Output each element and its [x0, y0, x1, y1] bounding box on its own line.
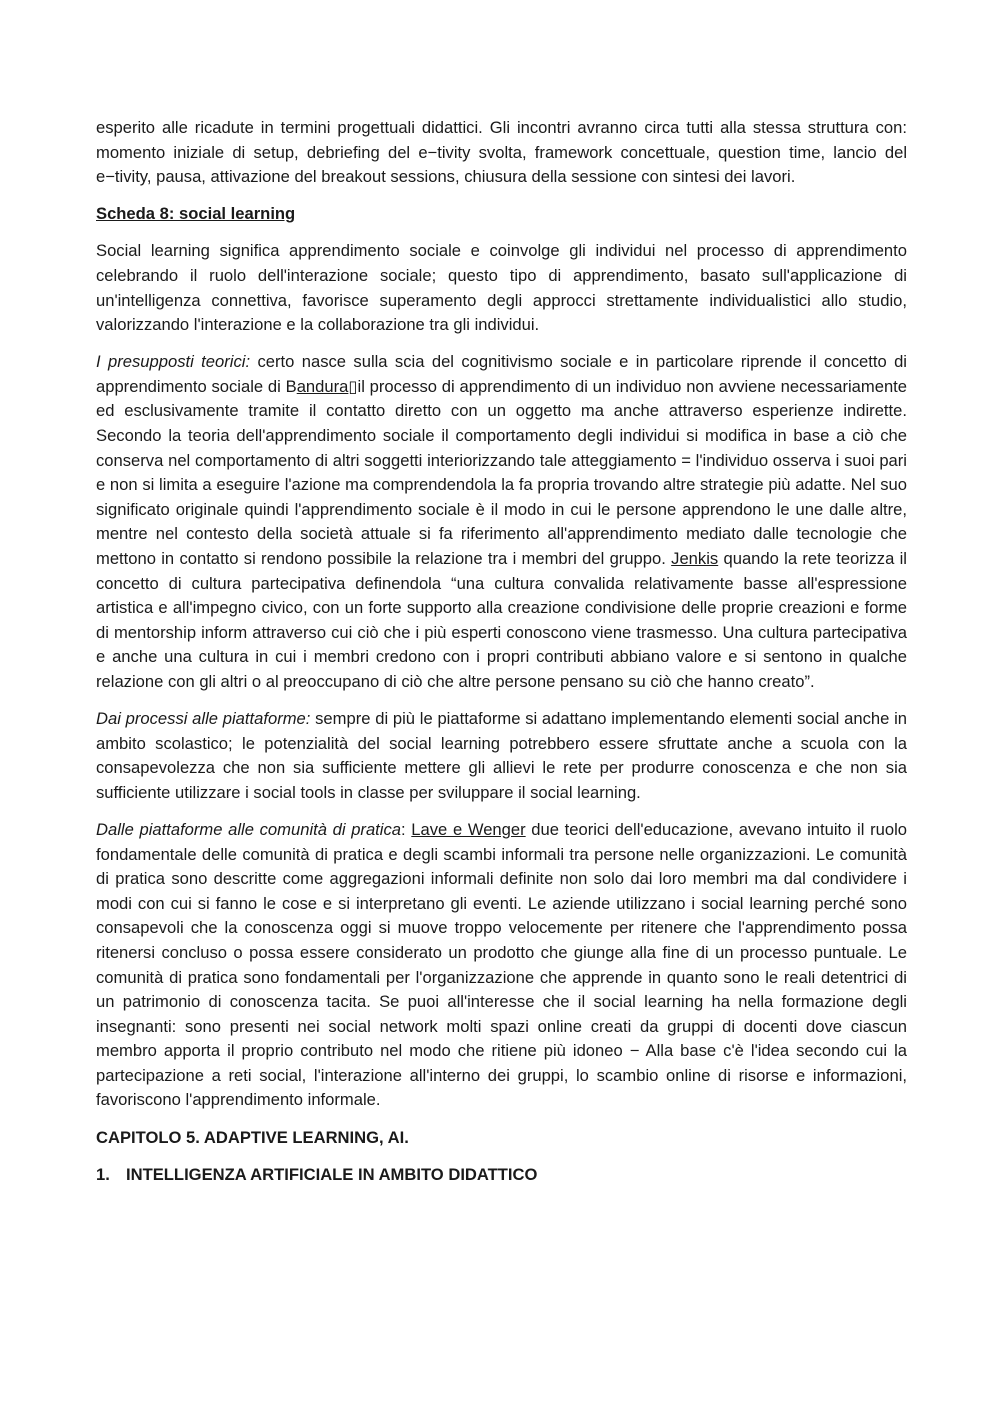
comunita-text: due teorici dell'educazione, avevano intuito il ruolo fondamentale delle comunità di pratica e degli scambi informali tra persone nelle organizzazioni. Le comunità di pratica sono descritte come aggregazioni informali definite non solo dai loro membri ma dal condividere i modi con cui si fanno le cose e si interpretano gli eventi. Le aziende utilizzano i social learning perché sono consapevoli che la conoscenza oggi si muove troppo velocemente per ritenere che l'apprendimento possa ritenersi concluso o possa essere considerato un prodotto che giunge alla fine di un processo puntuale. Le comunità di pratica sono fondamentali per l'organizzazione che apprende in quanto sono le reali detentrici di un patrimonio di conoscenza tacita. Se puoi all'interesse che il social learning ha nella formazione degli insegnanti: sono presenti nei social network molti spazi online creati da gruppi di docenti dove ciascun membro apporta il proprio contributo nel modo che ritiene più idoneo − Alla base c'è l'idea secondo cui la partecipazione a reti social, l'interazione all'interno dei gruppi, lo scambio online di risorse e informazioni, favoriscono l'apprendimento informale.: [96, 819, 907, 1110]
bandura-link: andura: [296, 376, 349, 396]
scheda-heading: Scheda 8: social learning: [96, 204, 296, 224]
paragraph-intro-text: esperito alle ricadute in termini progettuali didattici. Gli incontri avranno circa tutti alla stessa struttura con: momento iniziale di setup, debriefing del e−tivity svolta, framework concettuale, question time, lancio del e−tivity, pausa, attivazione del breakout sessions, chiusura della sessione con sintesi dei lavori.: [96, 118, 907, 187]
paragraph-social-learning: [96, 239, 907, 337]
presupposti-text-a: certo nasce sulla scia del cognitivismo sociale e in particolare riprende il concetto di apprendimento sociale di B: [96, 352, 907, 396]
presupposti-label: I presupposti teorici:: [96, 352, 251, 372]
section-heading: [96, 1163, 907, 1188]
presupposti-text-c: quando la rete teorizza il concetto di cultura partecipativa definendola “una cultura convalida relativamente basse all'espressione artistica e all'impegno civico, con un forte supporto alla creazione condivisione delle proprie creazioni e forme di mentorship inform attraverso cui ciò che i più esperti conoscono viene trasmesso. Una cultura partecipativa e anche una cultura in cui i membri credono con i propri contributi abbiano valore e si sentono in qualche relazione con gli altri o al preoccupano di ciò che altre persone pensano su ciò che hanno creato”.: [96, 549, 907, 691]
paragraph-comunita: [96, 818, 907, 1113]
paragraph-intro: [96, 116, 907, 190]
document-page: [96, 116, 907, 1187]
presupposti-text-b: il processo di apprendimento di un individuo non avviene necessariamente ed esclusivamente tramite il contatto diretto con un oggetto ma anche attraverso esperienze indirette. Secondo la teoria dell'apprendimento sociale il comportamento degli individui si modifica in base a ciò che conserva nel comportamento di altri soggetti interiorizzando tale atteggiamento = l'individuo osserva i suoi pari e non si limita a eseguire l'azione ma comprendendola la fa propria trovando altre strategie più adatte. Nel suo significato originale quindi l'apprendimento sociale è il modo in cui le persone apprendono le une dalle altre, mentre nel contesto della società attuale si fa riferimento all'apprendimento mediato dalle tecnologie che mettono in contatto si rendono possibile la relazione tra i membri del gruppo.: [96, 376, 908, 568]
jenkis-link: Jenkis: [671, 549, 719, 568]
section-number: 1.: [96, 1164, 110, 1184]
paragraph-piattaforme: [96, 707, 907, 805]
section-title: INTELLIGENZA ARTIFICIALE IN AMBITO DIDATTICO: [126, 1164, 538, 1184]
paragraph-presupposti: [96, 350, 907, 694]
comunita-colon: :: [401, 819, 412, 839]
chapter-heading: CAPITOLO 5. ADAPTIVE LEARNING, AI.: [96, 1127, 409, 1147]
missing-glyph-icon: ▯: [348, 376, 358, 396]
comunita-label: Dalle piattaforme alle comunità di pratica: [96, 819, 402, 839]
paragraph-social-learning-text: Social learning significa apprendimento sociale e coinvolge gli individui nel processo di apprendimento celebrando il ruolo dell'interazione sociale; questo tipo di apprendimento, basato sull'applicazione di un'intelligenza connettiva, favorisce superamento degli approcci strettamente individualistici allo studio, valorizzando l'interazione e la collaborazione tra gli individui.: [96, 241, 907, 335]
lave-wenger-link: Lave e Wenger: [411, 819, 526, 839]
piattaforme-label: Dai processi alle piattaforme:: [96, 709, 311, 729]
piattaforme-text: sempre di più le piattaforme si adattano implementando elementi social anche in ambito scolastico; le potenzialità del social learning potrebbero essere sfruttate anche a scuola con la consapevolezza che non sia sufficiente mettere gli allievi le rete per produrre conoscenza e che non sia sufficiente utilizzare i social tools in classe per sviluppare il social learning.: [96, 709, 907, 802]
